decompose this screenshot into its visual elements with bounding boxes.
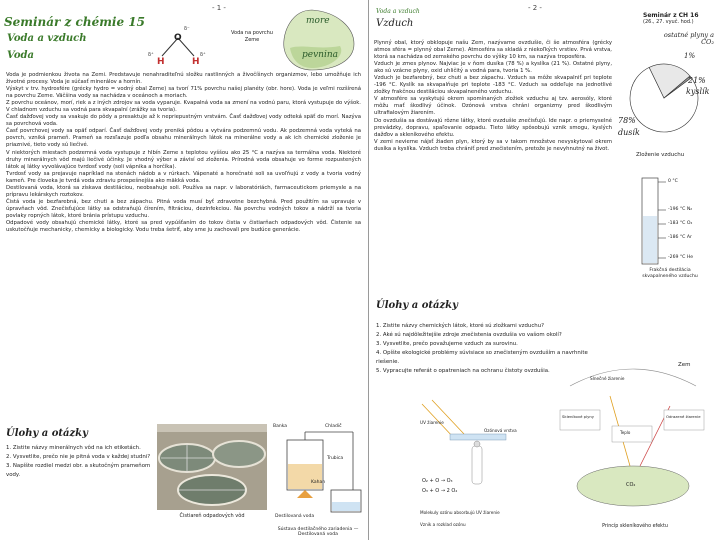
- right-paragraph: Vzduch je zmes plynov. Najviac je v ňom dusíka (78 %) a kyslíka (21 %). Ostatné plyny, ako sú vzácne plyny, oxid uhličitý a vodná para, tvoria 1 %.: [374, 61, 612, 75]
- photo-caption: Čistiareň odpadových vôd: [179, 513, 245, 519]
- seminar-box-date: (26., 27. vyuč. hod.): [643, 19, 694, 25]
- greenhouse-label-gas: Skleníkové plyny: [562, 414, 595, 419]
- earth-surface-figure: [210, 8, 356, 72]
- atom-h-right: H: [192, 57, 200, 67]
- fractional-distillation-figure: [622, 168, 718, 294]
- left-questions-list: [6, 444, 154, 480]
- left-paragraph: Časť dažďovej vody sa vsakuje do pôdy a presaktuje až k nepriepustným vrstvám. Časť dažďovej vody odteká späť do morí. Nazýva sa povrchová voda.: [6, 114, 361, 128]
- temp-ar: -186 °C Ar: [668, 235, 692, 240]
- pie-label-o2: kyslík: [686, 87, 710, 96]
- question-item: vody.: [6, 472, 21, 478]
- left-paragraph: Voda je podmienkou života na Zemi. Predstavuje nenahraditeľnú složku rastlinných a živočíšnych organizmov, lebo umožňuje ich životné procesy. Voda je súčasť minerálov a hornín.: [6, 72, 361, 86]
- ozone-diagram: [420, 398, 540, 536]
- seminar-box: [643, 12, 719, 25]
- left-paragraph: Z povrchu oceánov, morí, riek a z iných zdrojov sa voda vyparuje. Kvapalná voda sa zmení na vodnú paru, ktorá vystupuje do výšok. V chladnom vzduchu sa vodná para skvapalní (zrážky sa tvoria).: [6, 100, 361, 114]
- pie-label-n2: dusík: [618, 128, 640, 137]
- ozone-formula-1: O₂ + O → O₃: [422, 478, 453, 484]
- seminar-box-title: Seminár z CH 16: [643, 12, 699, 19]
- question-item: 5. Vypracujte referát o opatreniach na ochranu čistoty ovzdušia.: [376, 368, 550, 374]
- atom-h-left: H: [157, 57, 165, 67]
- atmosphere-arc: [570, 369, 696, 386]
- ozone-caption-1: Molekuly ozónu absorbujú UV žiarenie: [420, 510, 500, 515]
- pie-pct-n2: 78%: [618, 116, 636, 125]
- right-paragraph: V zemi nevieme nájsť žiaden plyn, ktorý by sa v takom množstve nevyskytoval okrem dusíka a kyslíka. Vzduch treba chrániť pred znečistením, pretože je nevyhnutný na život.: [374, 138, 612, 152]
- label-pevnina: pevnina: [302, 50, 339, 60]
- air-composition-pie: [612, 32, 716, 162]
- left-paragraph: Časť povrchovej vody sa opäť odparí. Časť dažďovej vody preniká pôdou a vytvára podzemnú vodu. Ak podzemná voda vyteká na povrch, vzniká prameň. Prameň sa rozsľazuje podľa obsahu minerálnych látok na minerálne vody a ak ich chemické zloženie je priaznivé, tieto vody sú liečivé.: [6, 128, 361, 149]
- distillation-caption: Sústava destilačného zariadenia — Destilovaná voda: [277, 527, 359, 537]
- right-header-note: Voda a vzduch: [376, 8, 420, 15]
- charge-minus: δ⁻: [184, 26, 190, 32]
- right-paragraph: Vzduch je bezfarebný, bez chuti a bez zápachu. Vzduch sa môže skvapalniť pri teplote -196 °C. Kyslík sa skvapalňuje pri teplote -183 °C. Vzduch sa oddeľuje na jednotlivé zložky frakčnou destiláciou skvapalneného vzduchu.: [374, 75, 612, 96]
- greenhouse-label-sun: Slnečné žiarenie: [590, 376, 625, 381]
- ozone-formula-2: O₃ + O → 2 O₂: [422, 488, 458, 494]
- question-item: 2. Aké sú najdôležitejšie zdroje znečistenia ovzdušia vo vašom okolí?: [376, 332, 562, 338]
- label-more: more: [306, 16, 330, 26]
- temp-o2: -183 °C O₂: [668, 221, 693, 226]
- label-flask: Banka: [273, 424, 287, 429]
- left-paragraph: Výskyt v trv. hydrosfére (grécky hydro = vodný obal Zeme) sa tvorí 71% povrchu našej planéty (obr. hore). Voda je veľmi rozšírená na povrchu Zeme. Väčšina vody sa nachádza v oceánoch a moriach.: [6, 86, 361, 100]
- left-paragraph: Odpadové vody obsahujú chemické látky, ktoré sa pred vypúšťaním do tokov čistia v čistiarňach odpadových vôd. Čistenie sa uskutočňuje mechanicky, chemicky a biologicky. Vodu treba šetriť, aby sme ju zachovali pre budúce generácie.: [6, 219, 361, 234]
- greenhouse-caption: Princíp skleníkového efektu: [602, 524, 668, 529]
- label-distillate: Destilovaná voda: [275, 514, 315, 519]
- temp-he: -269 °C He: [668, 255, 694, 260]
- ozone-label-uv: UV žiarenie: [420, 420, 444, 425]
- right-page-number: - 2 -: [528, 4, 542, 12]
- left-paragraph: Destilovaná voda, ktorá sa získava destiláciou, neobsahuje soli. Používa sa napr. v laboratóriách, farmaceutickom priemysle a na prípravu lekárskych roztokov.: [6, 184, 361, 198]
- right-paragraph: Plynný obal, ktorý obklopuje našu Zem, nazývame ovzdušie, či še atmosféra (grécky atmos sféra = plynný obal Zeme). Atmosféra sa skladá z niekoľkých vrstiev. Prvá vrstva, ktorá sa nachádza od zemského povrchu do výšky 10 km, sa nazýva troposféra.: [374, 40, 612, 61]
- charge-plus-left: δ⁺: [148, 52, 154, 58]
- greenhouse-label-co2: CO₂: [626, 482, 636, 488]
- question-item: 1. Zistite názvy minerálnych vôd na ich etiketách.: [6, 445, 141, 451]
- greenhouse-diagram: [550, 356, 716, 540]
- page-divider: [368, 0, 369, 540]
- flame-shape: [297, 490, 313, 498]
- ozone-layer-band: [450, 434, 506, 440]
- left-page-number: - 1 -: [212, 4, 226, 12]
- pie-label-other: ostatné plyny a CO₂: [663, 31, 714, 46]
- pie-pct-other: 1%: [684, 52, 696, 60]
- seminar-title: Seminár z chémie 15: [4, 15, 145, 29]
- right-paragraph: Do ovzdušia sa dostávajú rôzne látky, ktoré ovzdušie znečisťujú. Ide napr. o priemyselné prevádzky, dopravu, spaľovanie odpadu. Tieto látky spôsobujú vznik smogu, kyslých dažďov a skleníkového efektu.: [374, 117, 612, 138]
- label-cooler: Chladič: [325, 424, 342, 429]
- question-item: 4. Opíšte ekologické problémy súvisiace so znečisteným ovzduším a navrhnite riešenie.: [376, 350, 588, 365]
- left-paragraph: Čistá voda je bezfarebná, bez chuti a bez zápachu. Pitná voda musí byť zdravotne bezchybná. Pred použitím sa upravuje v úpravňach vôd. Znečisťujúce látky sa odstraňujú čírením, filtráciou, dezinfekciou. Na povrchu vodných tokov a nádrží sa tvoria povlaky ropných látok, ktoré bránia prístupu vzduchu.: [6, 198, 361, 219]
- question-item: 3. Napíšte rozdiel medzi obr. a skutočným prameňom: [6, 463, 151, 469]
- greenhouse-label-earth: Zem: [678, 362, 691, 368]
- left-paragraph: Tvrdosť vody sa prejavuje napríklad na stenách nádob a v rúrkach. Vápenaté a horečnaté soli sa uvoľňujú z vody a tvoria vodný kameň. Pre človeka je tvrdá voda zdraviu prospešnejšia ako mäkká voda.: [6, 170, 361, 184]
- question-item: 2. Vysvetlite, prečo nie je pitná voda v každej studni?: [6, 454, 151, 460]
- subtitle-voda-a-vzduch: Voda a vzduch: [7, 33, 87, 44]
- right-body-text: [374, 40, 612, 153]
- left-questions-title: Úlohy a otázky: [6, 428, 88, 439]
- atom-o: O: [174, 33, 182, 43]
- section-title-vzduch: Vzduch: [376, 18, 414, 29]
- question-item: 3. Vysvetlite, prečo považujeme vzduch za surovinu.: [376, 341, 518, 347]
- charge-plus-right: δ⁺: [200, 52, 206, 58]
- pie-caption: Zloženie vzduchu: [636, 152, 685, 158]
- temp-0: 0 °C: [668, 179, 678, 184]
- globe-caption: Voda na povrchu Zeme: [231, 30, 273, 43]
- greenhouse-label-reflect: Odrazené žiarenie: [666, 414, 701, 419]
- ozone-label-layer: Ozónová vrstva: [484, 428, 517, 433]
- distillation-diagram: [273, 424, 369, 526]
- label-heat: Kahan: [311, 480, 326, 485]
- thermo-caption: Frakčná destilácia skvapalneného vzduchu: [642, 268, 698, 279]
- pie-pct-o2: 21%: [688, 76, 706, 85]
- treatment-plant-photo: [157, 424, 267, 510]
- flask-liquid: [288, 464, 322, 489]
- label-tube: Trubica: [327, 456, 344, 461]
- temp-n2: -196 °C N₂: [668, 207, 693, 212]
- question-item: 1. Zistite názvy chemických látok, ktoré sú zložkami vzduchu?: [376, 323, 545, 329]
- left-body-text: [6, 72, 361, 234]
- greenhouse-label-heat: Teplo: [620, 430, 631, 435]
- right-paragraph: V atmosfére sa vyskytujú okrem spomínaných zložiek vzduchu aj tzv. aerosóly, ktoré môžu mať škodlivý účinok. Ozónová vrstva chráni organizmy pred škodlivým ultrafialovým žiarením.: [374, 96, 612, 117]
- left-paragraph: V niektorých miestach podzemná voda vystupuje z hlbín Zeme s teplotou vyššou ako 25 °C a nazýva sa termálna voda. Niektoré druhy minerálnych vôd majú liečivé účinky. Je vhodný výber a závisí od zloženia. Prírodná voda obsahuje vo forme rozpustených látok aj látky vyvolávajúce tvrdosť vody (soli vápnika a horčíka).: [6, 149, 361, 170]
- water-molecule-diagram: [148, 22, 208, 68]
- right-questions-title: Úlohy a otázky: [376, 300, 458, 311]
- ozone-caption-2: Vznik a rozklad ozónu: [420, 522, 466, 527]
- subtitle-voda: Voda: [7, 50, 34, 61]
